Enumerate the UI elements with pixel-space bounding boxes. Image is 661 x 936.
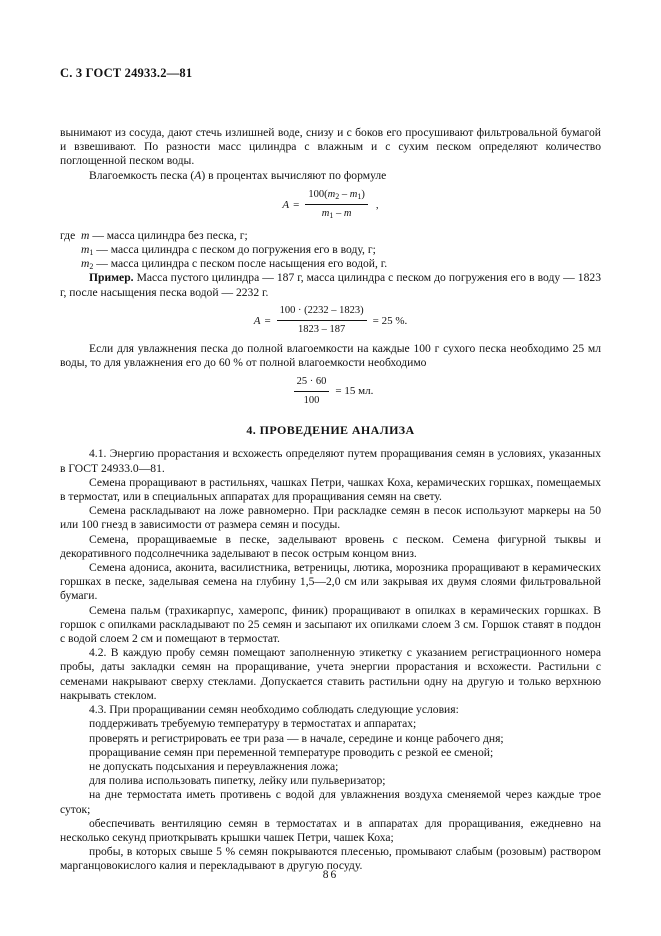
formula2-numerator: 100 · (2232 – 1823) [277,304,367,321]
paragraph-containers: Семена проращивают в растильнях, чашках Петри, чашках Коха, керамических горшках, помещаемых в термостат, или в специальных аппаратах для проращивания семян на свету. [60,475,601,504]
condition-item: проверять и регистрировать ее три раза — в начале, середине и конце рабочего дня; [89,731,504,745]
formula3-result: = 15 мл. [335,385,374,398]
paragraph-4-2: 4.2. В каждую пробу семян помещают заполненную этикетку с указанием регистрационного номера пробы, даты закладки семян на проращивание, учета энергии прорастания и всхожести. Растильни с семенами накрывают сверху стеклами. Допускается ставить растильни одну на другую и только верхнюю накрывать стеклом. [60,646,601,702]
where-m1-sub: 1 [89,248,94,258]
formula1-equals: = [293,198,300,211]
formula-moisture-capacity [60,183,601,227]
where-m2-var: m [81,257,90,271]
where-m2-sub: 2 [89,262,94,272]
formula1-num-c: ) [361,189,365,201]
example-label: Пример. [89,271,134,285]
formula2-lhs: А [253,314,261,327]
formula2-result: = 25 %. [372,314,408,327]
moisture-intro-text-a: Влагоемкость песка ( [89,168,195,182]
paragraph-4-3: 4.3. При проращивании семян необходимо соблюдать следующие условия: [89,703,459,717]
document-body [60,126,601,874]
formula-water-volume [60,370,601,412]
formula3-fraction [294,375,330,408]
condition-item: для полива использовать пипетку, лейку или пульверизатор; [89,774,386,788]
formula1-m1: m [349,189,358,201]
condition-item: пробы, в которых свыше 5 % семян покрываются плесенью, промывают слабым (розовым) раствором марганцовокислого калия и перекладывают в другую посуду. [60,845,601,873]
paragraph-ceramic-pots: Семена адониса, аконита, василистника, ветреницы, лютика, морозника проращивают в керамических горшках в песке, заделывая семена на глубину 1,5—2,0 см или закрывая их двумя слоями фильтровальной бумаги. [60,561,601,603]
paragraph-sand: Семена, проращиваемые в песке, заделывают вровень с песком. Семена фигурной тыквы и декоративного подсолнечника заделывают в песок острым концом вниз. [60,532,601,560]
paragraph-4-1: 4.1. Энергию прорастания и всхожесть определяют путем проращивания семян в условиях, указанных в ГОСТ 24933.0—81. [60,447,601,475]
paragraph-palms: Семена пальм (трахикарпус, хамеропс, финик) проращивают в опилках в керамических горшках. В горшок с опилками раскладывают по 25 семян и засыпают их опилками слоем 3 см. Горшок ставят в поддон с водой слоем 2 см и помещают в термостат. [60,603,601,646]
formula1-m2: m [327,189,336,201]
formula1-den-minus: – [333,208,344,220]
condition-item: обеспечивать вентиляцию семян в термостатах и в аппаратах для проращивания, ежедневно на несколько секунд приоткрывать крышки чашек Петри, чашек Коха; [60,816,601,844]
formula2-equals: = [264,314,271,327]
moisture-intro-text-b: ) в процентах вычисляют по формуле [201,168,387,182]
humidify-paragraph: Если для увлажнения песка до полной влагоемкости на каждые 100 г сухого песка необходимо 25 мл воды, то для увлажнения его до 60 % от полной влагоемкости необходимо [60,341,601,370]
definition-m2 [60,257,601,271]
formula1-den-m1: m [321,208,330,220]
variable-definitions [60,229,601,272]
formula1-m2-sub: 2 [335,192,340,202]
formula1-lhs: А [282,198,290,211]
where-prefix: где [60,228,76,242]
section-title: 4. ПРОВЕДЕНИЕ АНАЛИЗА [246,423,415,438]
formula1-tail: , [375,198,379,211]
formula1-m1-sub: 1 [357,192,362,202]
definition-m [60,229,601,243]
page-header: С. 3 ГОСТ 24933.2—81 [60,66,193,80]
where-m-desc: — масса цилиндра без песка, г; [92,228,248,242]
formula1-num-a: 100( [308,189,328,201]
definition-m1 [60,243,601,257]
example-paragraph [60,271,601,299]
section-paragraphs [60,447,601,873]
formula1-denominator [322,205,352,221]
formula1-den-m: m [343,208,352,220]
moisture-intro [60,169,601,183]
formula1-num-b: – [341,189,350,201]
example-text: Масса пустого цилиндра — 187 г, масса цилиндра с песком до погружения его в воду — 1823 г, после насыщения песка водой — 2232 г. [60,271,601,299]
formula2-fraction [277,304,367,337]
condition-item: проращивание семян при переменной температуре проводить с резкой ее сменой; [89,745,494,759]
formula-example [60,300,601,342]
where-m1-desc: — масса цилиндра с песком до погружения его в воду, г; [93,243,376,257]
formula3-numerator: 25 · 60 [294,375,330,392]
intro-paragraph: вынимают из сосуда, дают стечь излишней воде, снизу и с боков его просушивают фильтровальной бумагой и взвешивают. По разности масс цилиндра с влажным и с сухим песком определяют количество поглощенной песком воды. [60,126,601,168]
paragraph-layout: Семена раскладывают на ложе равномерно. При раскладке семян в песок используют маркеры на 50 или 100 гнезд в зависимости от размера семян и посуды. [60,504,601,532]
page-number: 86 [322,869,339,881]
formula1-numerator [305,188,367,205]
where-m2-desc: — масса цилиндра с песком после насыщения его водой, г. [93,257,388,271]
condition-item: поддерживать требуемую температуру в термостатах и аппаратах; [89,717,417,731]
formula2-denominator: 1823 – 187 [298,324,346,336]
formula1-den-m1-sub: 1 [329,211,334,221]
formula1-fraction [305,188,367,221]
where-m1-var: m [81,243,90,257]
condition-item: не допускать подсыхания и переувлажнения ложа; [89,759,339,773]
where-m-var: m [81,228,90,242]
formula3-denominator: 100 [303,394,320,406]
moisture-intro-var: А [194,168,202,182]
condition-item: на дне термостата иметь противень с водой для увлажнения воздуха сменяемой через каждые трое суток; [60,788,601,816]
